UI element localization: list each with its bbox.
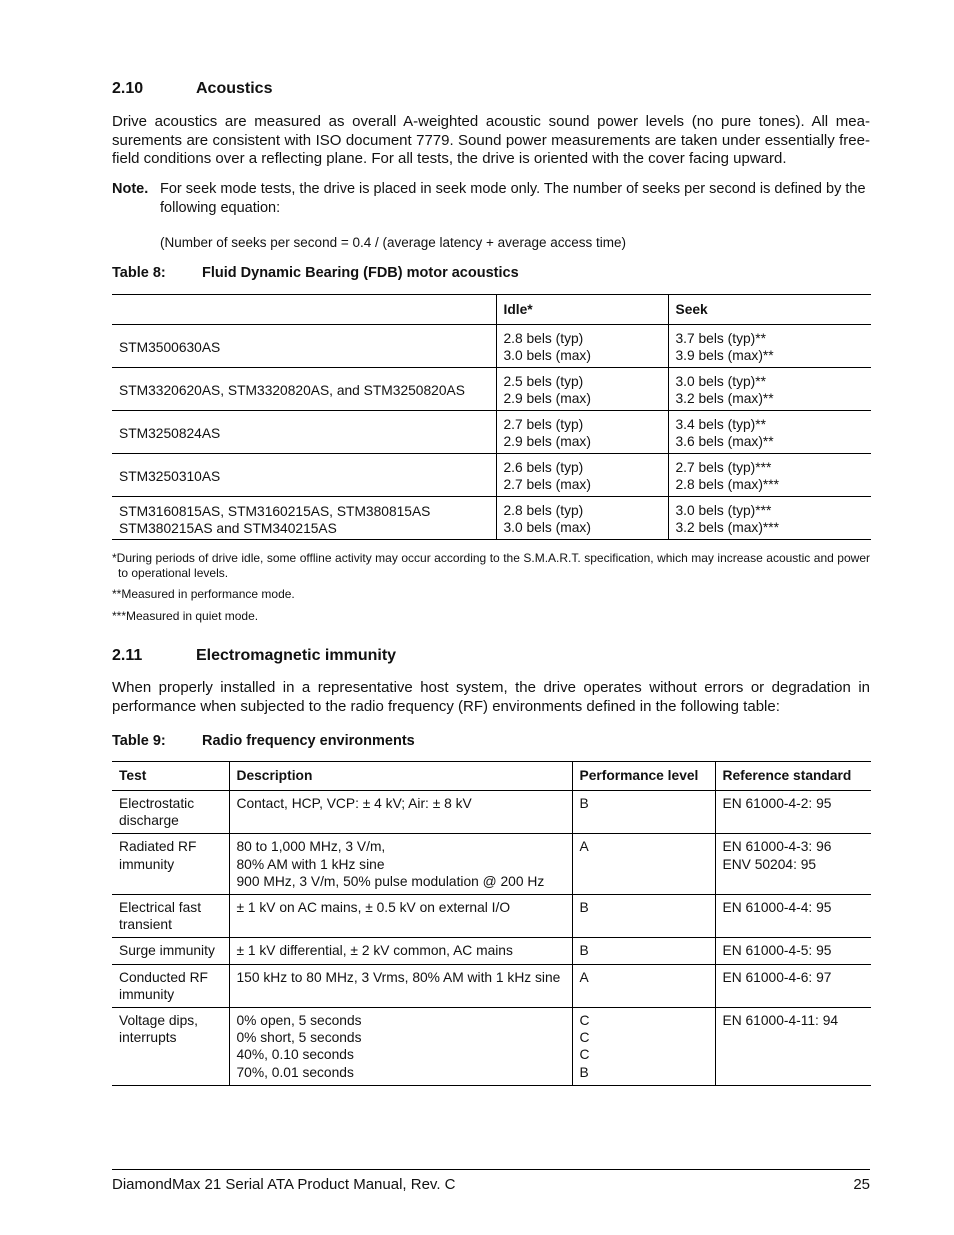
cell-reference-standard <box>715 938 871 964</box>
footnote-idle: *During periods of drive idle, some offline activity may occur according to the S.M.A.R.T. specification, which may increase acoustic and power to operational levels. <box>112 551 870 580</box>
cell-reference-standard <box>715 1008 871 1086</box>
table-row <box>112 791 871 834</box>
cell-description-line: 0% open, 5 seconds <box>236 1013 362 1029</box>
cell-description <box>229 1008 572 1086</box>
cell-seek-line: 2.8 bels (max)*** <box>675 477 780 493</box>
seek-equation: (Number of seeks per second = 0.4 / (average latency + average access time) <box>160 235 626 250</box>
cell-description-line: 70%, 0.01 seconds <box>236 1064 354 1080</box>
cell-idle-line: 3.0 bels (max) <box>503 348 591 364</box>
table8-caption <box>112 265 519 281</box>
acoustics-paragraph: Drive acoustics are measured as overall A-weighted acoustic sound power levels (no pure tones). All mea-surements are consistent with ISO document 7779. Sound power measurements are taken under essentially free-field conditions over a reflecting plane. For all tests, the drive is oriented with the cover facing upward. <box>112 113 870 167</box>
cell-reference-standard-line: EN 61000-4-3: 96 <box>722 839 832 855</box>
seek-mode-note <box>112 180 870 217</box>
cell-performance-level-line: C <box>579 1013 590 1029</box>
cell-test-line: Surge immunity <box>119 943 215 959</box>
header-reference-standard: Reference standard <box>715 762 871 791</box>
cell-model <box>112 368 496 411</box>
cell-model-line: STM3500630AS <box>119 340 221 356</box>
cell-performance-level-line: A <box>579 839 589 855</box>
cell-test-line: immunity <box>119 856 175 872</box>
cell-test <box>112 938 229 964</box>
cell-idle-line: 2.9 bels (max) <box>503 434 591 450</box>
cell-description <box>229 791 572 834</box>
cell-performance-level-line: A <box>579 969 589 985</box>
cell-description-line: 80 to 1,000 MHz, 3 V/m, <box>236 839 386 855</box>
cell-performance-level-line: B <box>579 900 589 916</box>
cell-seek <box>668 497 871 540</box>
section-title: Electromagnetic immunity <box>196 647 397 664</box>
section-title: Acoustics <box>196 80 273 97</box>
cell-description-line: ± 1 kV differential, ± 2 kV common, AC mains <box>236 943 513 959</box>
cell-test-line: discharge <box>119 813 179 829</box>
note-label: Note. <box>112 181 149 197</box>
cell-reference-standard <box>715 834 871 895</box>
section-heading-emi <box>112 647 396 665</box>
cell-test-line: Conducted RF <box>119 969 208 985</box>
cell-model <box>112 411 496 454</box>
cell-idle-line: 2.5 bels (typ) <box>503 374 584 390</box>
cell-test-line: Electrical fast <box>119 900 202 916</box>
cell-performance-level-line: C <box>579 1047 590 1063</box>
table-row <box>112 411 871 454</box>
table9-caption-number: Table 9: <box>112 733 166 749</box>
cell-description-line: 0% short, 5 seconds <box>236 1030 362 1046</box>
cell-seek-line: 3.2 bels (max)*** <box>675 520 780 536</box>
cell-idle <box>496 368 668 411</box>
table-row <box>112 964 871 1007</box>
cell-seek <box>668 411 871 454</box>
cell-performance-level-line: C <box>579 1030 590 1046</box>
table8-body <box>112 325 871 540</box>
section-number: 2.11 <box>112 647 143 664</box>
cell-seek-line: 3.4 bels (typ)** <box>675 417 766 433</box>
header-description: Description <box>229 762 572 791</box>
cell-seek-line: 3.0 bels (typ)*** <box>675 503 772 519</box>
cell-test-line: interrupts <box>119 1030 177 1046</box>
header-performance-level: Performance level <box>572 762 715 791</box>
header-test: Test <box>112 762 229 791</box>
cell-description <box>229 895 572 938</box>
cell-description-line: 900 MHz, 3 V/m, 50% pulse modulation @ 200 Hz <box>236 873 545 889</box>
cell-performance-level <box>572 834 715 895</box>
cell-seek-line: 3.2 bels (max)** <box>675 391 774 407</box>
cell-seek-line: 3.0 bels (typ)** <box>675 374 766 390</box>
table-header-row <box>112 762 871 791</box>
cell-reference-standard <box>715 964 871 1007</box>
cell-description-line: 40%, 0.10 seconds <box>236 1047 354 1063</box>
footnote-performance-mode: **Measured in performance mode. <box>112 587 295 601</box>
cell-performance-level <box>572 964 715 1007</box>
cell-test <box>112 834 229 895</box>
cell-performance-level <box>572 938 715 964</box>
table-row <box>112 497 871 540</box>
table9-body <box>112 791 871 1086</box>
cell-test <box>112 791 229 834</box>
cell-seek-line: 3.7 bels (typ)** <box>675 331 766 347</box>
cell-reference-standard-line: EN 61000-4-5: 95 <box>722 943 832 959</box>
cell-idle <box>496 411 668 454</box>
cell-model <box>112 454 496 497</box>
cell-idle-line: 2.9 bels (max) <box>503 391 591 407</box>
emi-paragraph: When properly installed in a representative host system, the drive operates without errors or degradation in performance when subjected to the radio frequency (RF) environments defined in the following table: <box>112 679 870 715</box>
cell-reference-standard-line: EN 61000-4-4: 95 <box>722 900 832 916</box>
cell-idle <box>496 497 668 540</box>
cell-performance-level <box>572 895 715 938</box>
cell-reference-standard-line: ENV 50204: 95 <box>722 856 817 872</box>
footer-rule <box>112 1169 870 1170</box>
cell-description-line: 150 kHz to 80 MHz, 3 Vrms, 80% AM with 1 kHz sine <box>236 969 561 985</box>
cell-test <box>112 964 229 1007</box>
table9-rf-environments <box>112 761 871 1086</box>
table9-caption <box>112 733 415 749</box>
cell-idle-line: 2.8 bels (typ) <box>503 331 584 347</box>
cell-performance-level-line: B <box>579 943 589 959</box>
header-idle: Idle* <box>496 295 668 325</box>
footer-manual-title: DiamondMax 21 Serial ATA Product Manual, Rev. C <box>112 1176 456 1193</box>
cell-test-line: Voltage dips, <box>119 1013 199 1029</box>
cell-seek <box>668 454 871 497</box>
section-number: 2.10 <box>112 80 144 97</box>
cell-test <box>112 1008 229 1086</box>
cell-test-line: immunity <box>119 986 175 1002</box>
section-heading-acoustics <box>112 80 272 98</box>
cell-performance-level-line: B <box>579 796 589 811</box>
table-row <box>112 368 871 411</box>
table8-caption-title: Fluid Dynamic Bearing (FDB) motor acoustics <box>202 265 519 281</box>
table9-caption-title: Radio frequency environments <box>202 733 415 749</box>
footnote-quiet-mode: ***Measured in quiet mode. <box>112 609 259 623</box>
cell-model-line: STM3250310AS <box>119 469 221 485</box>
cell-model <box>112 497 496 540</box>
cell-idle-line: 2.6 bels (typ) <box>503 460 584 476</box>
cell-seek <box>668 325 871 368</box>
cell-idle <box>496 325 668 368</box>
cell-performance-level <box>572 1008 715 1086</box>
cell-description-line: 80% AM with 1 kHz sine <box>236 856 385 872</box>
cell-model-line: STM3320620AS, STM3320820AS, and STM3250820AS <box>119 383 465 399</box>
cell-idle-line: 3.0 bels (max) <box>503 520 591 536</box>
table-row <box>112 454 871 497</box>
cell-test <box>112 895 229 938</box>
cell-description <box>229 964 572 1007</box>
cell-performance-level-line: B <box>579 1064 589 1080</box>
footer-page-number: 25 <box>853 1176 870 1193</box>
table8-caption-number: Table 8: <box>112 265 166 281</box>
table-row <box>112 834 871 895</box>
header-model <box>112 295 496 325</box>
cell-seek-line: 2.7 bels (typ)*** <box>675 460 772 476</box>
cell-idle-line: 2.7 bels (max) <box>503 477 591 493</box>
cell-reference-standard-line: EN 61000-4-11: 94 <box>722 1013 839 1029</box>
cell-idle <box>496 454 668 497</box>
header-seek: Seek <box>668 295 871 325</box>
cell-seek-line: 3.6 bels (max)** <box>675 434 774 450</box>
cell-model-line: STM3250824AS <box>119 426 221 442</box>
cell-model-line: STM3160815AS, STM3160215AS, STM380815AS <box>119 503 431 519</box>
cell-model <box>112 325 496 368</box>
cell-description-line: Contact, HCP, VCP: ± 4 kV; Air: ± 8 kV <box>236 796 472 811</box>
cell-model-line: STM380215AS and STM340215AS <box>119 520 337 536</box>
cell-test-line: Radiated RF <box>119 839 197 855</box>
note-text: For seek mode tests, the drive is placed in seek mode only. The number of seeks per second is defined by the following equation: <box>160 181 866 216</box>
cell-idle-line: 2.7 bels (typ) <box>503 417 584 433</box>
table-row <box>112 938 871 964</box>
cell-description <box>229 938 572 964</box>
cell-test-line: Electrostatic <box>119 796 195 811</box>
cell-reference-standard-line: EN 61000-4-6: 97 <box>722 969 832 985</box>
cell-description <box>229 834 572 895</box>
cell-reference-standard <box>715 895 871 938</box>
table-header-row <box>112 295 871 325</box>
cell-performance-level <box>572 791 715 834</box>
cell-seek-line: 3.9 bels (max)** <box>675 348 774 364</box>
cell-reference-standard <box>715 791 871 834</box>
cell-test-line: transient <box>119 917 172 933</box>
cell-idle-line: 2.8 bels (typ) <box>503 503 584 519</box>
cell-seek <box>668 368 871 411</box>
cell-reference-standard-line: EN 61000-4-2: 95 <box>722 796 832 811</box>
table-row <box>112 895 871 938</box>
cell-description-line: ± 1 kV on AC mains, ± 0.5 kV on external I/O <box>236 900 511 916</box>
table-row <box>112 325 871 368</box>
table-row <box>112 1008 871 1086</box>
table8-fdb-acoustics <box>112 294 871 540</box>
